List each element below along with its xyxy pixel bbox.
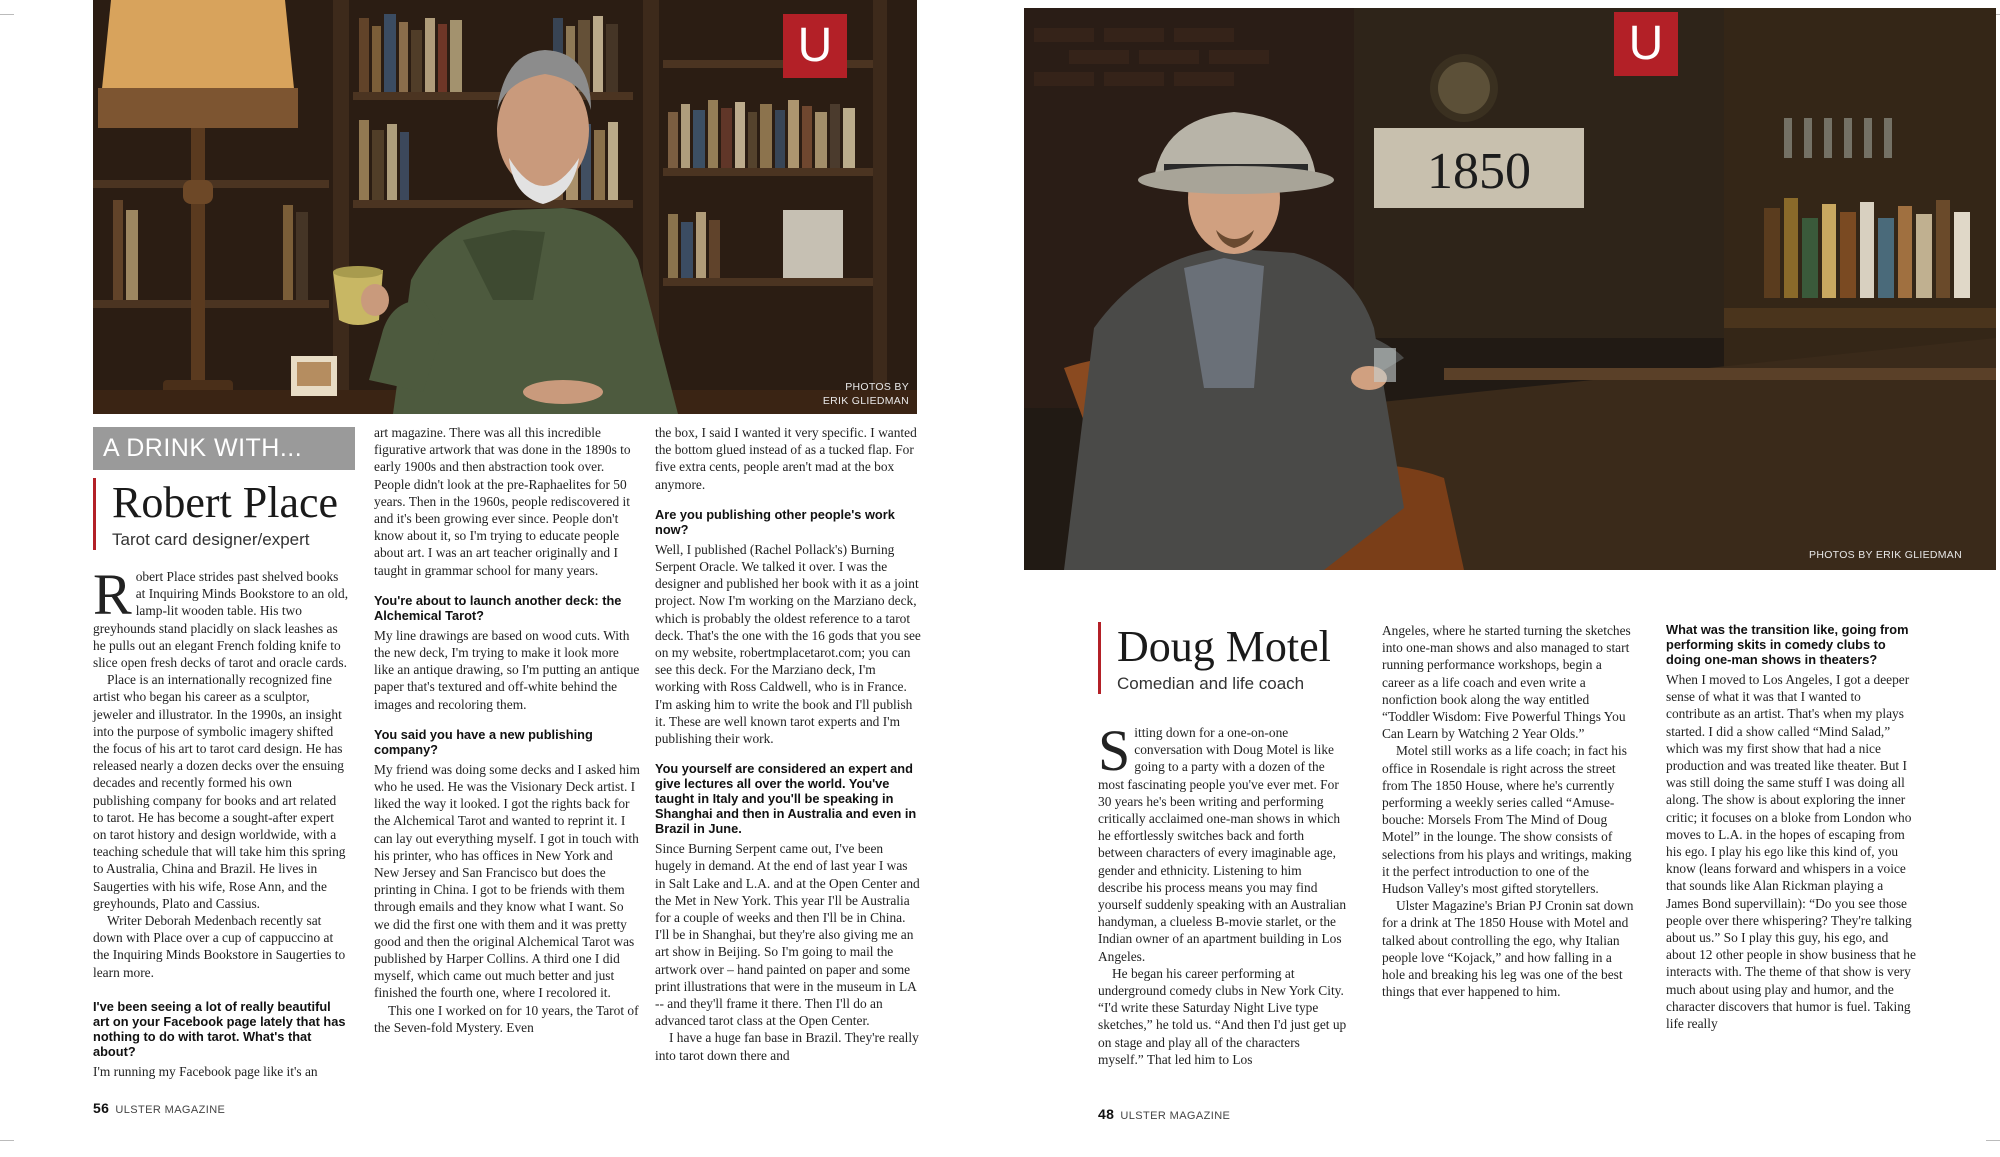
article-column-3 bbox=[655, 424, 921, 1064]
photo-credit: PHOTOS BY ERIK GLIEDMAN bbox=[1809, 549, 1962, 561]
interview-question: You yourself are considered an expert and give lectures all over the world. You've taught in Italy and you'll be speaking in Shanghai and then in Australia and even in Brazil in June. bbox=[655, 761, 917, 837]
body-paragraph: Writer Deborah Medenbach recently sat down with Place over a cup of cappuccino at the Inquiring Minds Bookstore in Saugerties to learn more. bbox=[93, 913, 346, 980]
body-paragraph: Place is an internationally recognized fine artist who began his career as a sculptor, jeweler and illustrator. In the 1990s, an insight into the purpose of symbolic imagery shifted the focus of his art to tarot card design. He has released nearly a dozen decks over the ensuing decades and recently formed his own publishing company for books and art related to tarot. He has become a sought-after expert on tarot history and design worldwide, with a teaching schedule that will take him this spring to Australia, China and Brazil. He lives in Saugerties with his wife, Rose Ann, and the greyhounds, Plato and Cassius. bbox=[93, 672, 346, 911]
robert-place-photo bbox=[93, 0, 917, 414]
lede-paragraph bbox=[1098, 718, 1348, 965]
article-column-1 bbox=[93, 562, 349, 1080]
interview-question: You said you have a new publishing company? bbox=[374, 726, 593, 757]
drop-cap: R bbox=[93, 562, 132, 627]
section-badge: U bbox=[1614, 12, 1678, 76]
interview-answer: My line drawings are based on wood cuts. With the new deck, I'm trying to make it look more like an antique drawing, so I'm putting an antique paper that's textured and off-white behind the images and recoloring them. bbox=[374, 627, 640, 712]
body-paragraph: He began his career performing at underground comedy clubs in New York City. “I'd write these Saturday Night Live type sketches,” he told us. “And then I'd just get up on stage and play all of the characters myself.” That led him to Los bbox=[1098, 965, 1347, 1067]
photo-credit-line2: ERIK GLIEDMAN bbox=[822, 395, 909, 407]
magazine-name: ULSTER MAGAZINE bbox=[115, 1104, 226, 1116]
interview-answer: I have a huge fan base in Brazil. They're really into tarot down there and bbox=[655, 1030, 919, 1063]
article-column-3 bbox=[1666, 622, 1916, 1032]
person-subtitle: Tarot card designer/expert bbox=[112, 530, 310, 549]
drop-cap: S bbox=[1098, 718, 1131, 783]
page-folio bbox=[93, 1100, 225, 1116]
article-column-1 bbox=[1098, 718, 1348, 1068]
body-paragraph: Ulster Magazine's Brian PJ Cronin sat down for a drink at The 1850 House with Motel and talked about controlling the ego, why Italian people love “Kojack,” and how falling in a hole and breaking his leg was one of the best things that ever happened to him. bbox=[1382, 898, 1634, 1000]
interview-answer: Well, I published (Rachel Pollack's) Burning Serpent Oracle. We talked it over. I was the designer and published her book with it as a joint project. Now I'm working on the Marziano deck, which is probably the oldest reference to a tarot deck. That's the one with the 16 gods that you see on my website, robertmplacetarot.com; you can see this deck. For the Marziano deck, I'm working with Ross Caldwell, who is in France. I'm asking him to write the book and I'll publish it. These are well known tarot experts and I'm publishing their work. bbox=[655, 541, 921, 747]
person-name: Doug Motel bbox=[1117, 622, 1331, 671]
photo-credit-line1: PHOTOS BY bbox=[845, 381, 909, 393]
profile-heading bbox=[1098, 622, 1331, 694]
person-name: Robert Place bbox=[112, 478, 339, 527]
interview-answer: My friend was doing some decks and I asked him who he used. He was the Visionary Deck artist. I liked the way it looked. I got the rights back for the Alchemical Tarot and wanted to reprint it. I can lay out everything myself. I got in touch with his printer, who has offices in New York and New Jersey and San Francisco but does the printing in China. I got to be friends with them through emails and they know what I want. So we did the first one with them and it was pretty good and then the original Alchemical Tarot was published by Harper Collins. A third one I did myself, which came out much better and just finished the fourth one, where I recolored it. bbox=[374, 761, 640, 1001]
sign-1850: 1850 bbox=[1427, 143, 1531, 200]
interview-answer: This one I worked on for 10 years, the Tarot of the Seven-fold Mystery. Even bbox=[374, 1002, 639, 1035]
interview-question: Are you publishing other people's work now? bbox=[655, 506, 895, 537]
page-folio bbox=[1098, 1106, 1230, 1122]
body-paragraph: the box, I said I wanted it very specific. I wanted the bottom glued instead of as a tucked flap. For five extra cents, people aren't mad at the box anymore. bbox=[655, 425, 917, 492]
lede-text: itting down for a one-on-one conversation with Doug Motel is like going to a party with a dozen of the most fascinating people you've ever met. For 30 years he's been writing and performing critically acclaimed one-man shows in which he effortlessly switches back and forth between characters of every imaginable age, gender and ethnicity. Listening to him describe his process means you may find yourself suddenly speaking with an Australian handyman, a clueless B-movie starlet, or the Indian owner of an apartment building in Los Angeles. bbox=[1098, 725, 1347, 964]
lede-paragraph bbox=[93, 562, 349, 671]
article-column-2 bbox=[1382, 622, 1634, 1000]
profile-heading bbox=[93, 478, 338, 550]
body-paragraph: art magazine. There was all this incredible figurative artwork that was done in the 1890s to early 1900s and then abstraction took over. People didn't look at the pre-Raphaelites for 50 years. Then in the 1960s, people rediscovered it and it's been growing ever since. People don't know about it, so I'm trying to educate people about art. I was an art teacher originally and I taught in grammar school for many years. bbox=[374, 425, 631, 578]
interview-question: You're about to launch another deck: the Alchemical Tarot? bbox=[374, 592, 622, 623]
magazine-name: ULSTER MAGAZINE bbox=[1120, 1110, 1231, 1122]
section-badge: U bbox=[783, 14, 847, 78]
interview-answer: I'm running my Facebook page like it's an bbox=[93, 1063, 318, 1079]
interview-answer: When I moved to Los Angeles, I got a deeper sense of what it was that I wanted to contribute as an artist. That's when my plays started. I did a show called “Mind Salad,” which was my first show that had a nice production and was treated like theater. But I was still doing the same stuff I was doing all along. The show is about exploring the inner critic; it focuses on a bloke from London who moves to L.A. in the hopes of escaping from his ego. I play his ego like this kind of, you know (leans forward and whispers in a voice that sounds like Alan Rickman playing a James Bond supervillain): “Do you see those people over there whispering? They're talking about us.” So I play this guy, his ego, and about 12 other people in show business that he interacts with. The theme of that show is very much about using play and humor, and the character discovers that humor is fuel. Taking life really bbox=[1666, 672, 1916, 1032]
body-paragraph: Motel still works as a life coach; in fact his office in Rosendale is right across the street from The 1850 House, where he's currently performing a weekly series called “Amuse-bouche: Morsels From The Mind of Doug Motel” in the lounge. The show consists of selections from his plays and writings, making it the perfect introduction to one of the Hudson Valley's most gifted storytellers. bbox=[1382, 743, 1632, 897]
lede-text: obert Place strides past shelved books at Inquiring Minds Bookstore to an old, lamp-lit wooden table. His two greyhounds stand placidly on slack leashes as he pulls out an elegant French folding knife to slice open fresh decks of tarot and oracle cards. bbox=[93, 569, 349, 671]
article-column-2 bbox=[374, 424, 640, 1036]
page-number: 56 bbox=[93, 1100, 110, 1116]
interview-question: What was the transition like, going from performing skits in comedy clubs to doing one-man shows in theaters? bbox=[1666, 622, 1909, 667]
right-page bbox=[1000, 0, 2000, 1157]
photo-credit bbox=[823, 380, 909, 408]
interview-answer: Since Burning Serpent came out, I've been hugely in demand. At the end of last year I was in Salt Lake and L.A. and at the Open Center and the Met in New York. This year I'll be Australia for a couple of weeks and then I'll be in China. I'll be in Shanghai, but they're also giving me an art show in Beijing. So I'm going to mail the artwork over – hand painted on paper and some print illustrations that were in the museum in LA -- and they'll frame it there. Then I'll do an advanced tarot class at the Open Center. bbox=[655, 841, 920, 1029]
body-paragraph: Angeles, where he started turning the sketches into one-man shows and also managed to start running performance workshops, begin a career as a life coach and even write a nonfiction book along the way entitled “Toddler Wisdom: Five Powerful Things You Can Learn by Watching 2 Year Olds.” bbox=[1382, 623, 1631, 742]
page-number: 48 bbox=[1098, 1106, 1115, 1122]
doug-motel-photo bbox=[1024, 8, 1996, 570]
interview-question: I've been seeing a lot of really beautiful art on your Facebook page lately that has nothing to do with tarot. What's that about? bbox=[93, 998, 346, 1059]
person-subtitle: Comedian and life coach bbox=[1117, 674, 1305, 693]
section-banner: A DRINK WITH... bbox=[93, 427, 355, 470]
